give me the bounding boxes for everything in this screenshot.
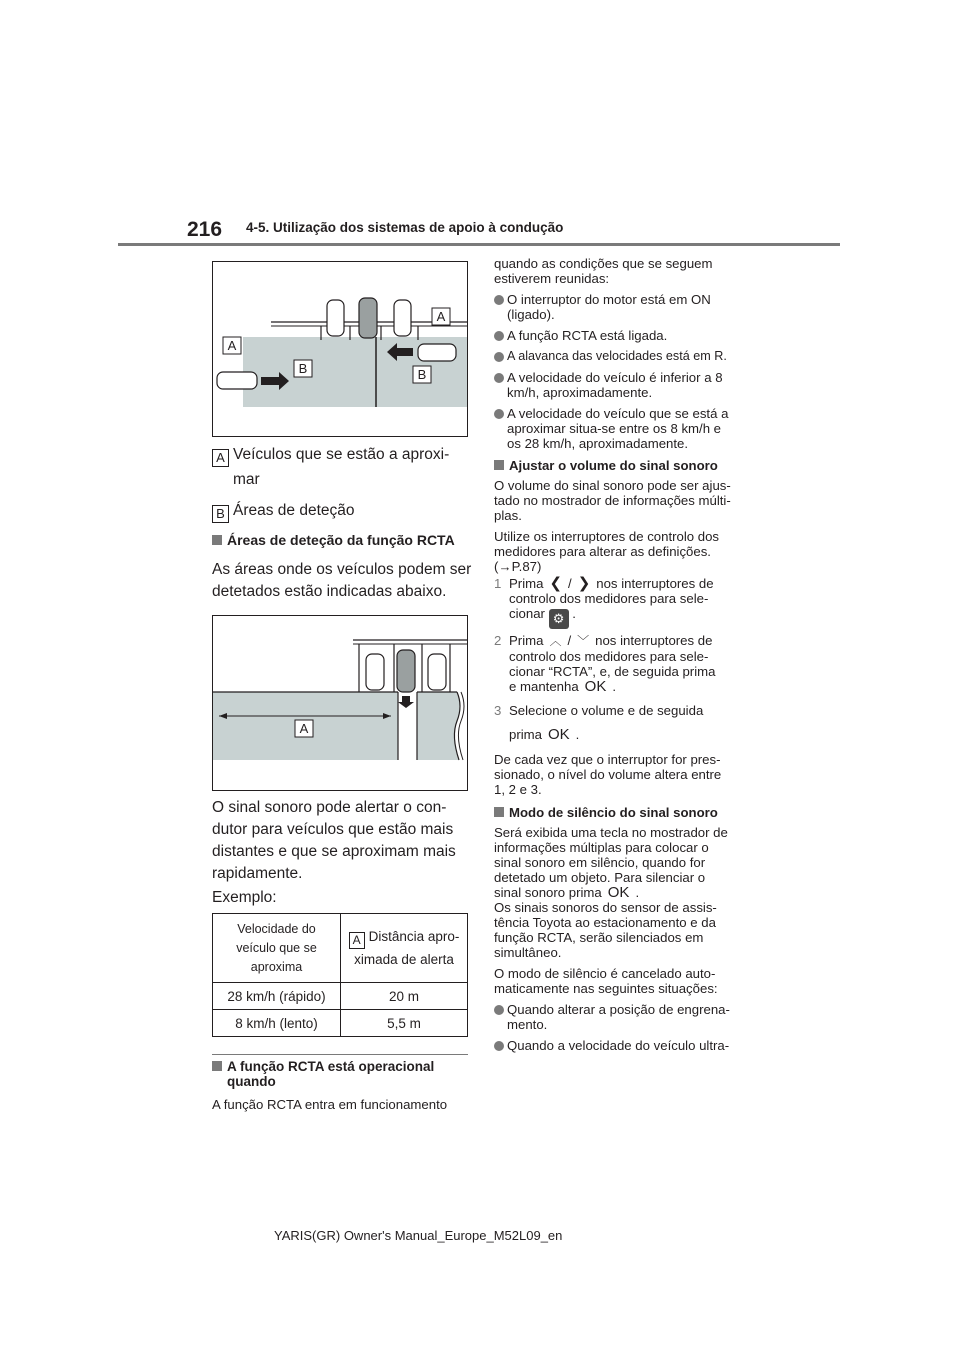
list-item: A função RCTA está ligada. [494,328,764,343]
paragraph-line: O sinal sonoro pode alertar o con- [212,799,447,816]
list-item: A velocidade do veículo é inferior a 8 km/h, aproximadamente. [494,370,764,400]
fig1-label-a-left: A [227,338,237,353]
ok-icon: OK [584,678,607,695]
ok-icon: OK [547,726,570,743]
fig2-label-a: A [299,721,309,736]
paragraph-line: rapidamente. [212,865,303,882]
list-item: A velocidade do veículo que se está a aproximar situa-se entre os 8 km/h e os 28 km/h, aproximadamente. [494,406,764,451]
figure-rcta-approach [212,261,468,437]
paragraph: De cada vez que o interruptor for pres- sionado, o nível do volume altera entre 1, 2 e 3. [494,752,722,797]
chevron-right-icon: ❯ [577,575,591,592]
paragraph: Utilize os interruptores de controlo dos medidores para alterar as definições. (→P.87) [494,529,720,574]
section-title-cont: quando [227,1074,276,1089]
paragraph: Será exibida uma tecla no mostrador de informações múltiplas para colocar o sinal sonoro em silêncio, quando for detetado um objeto. Para silenciar o sinal sonoro prima OK . Os sinais sonoros do sensor de assis- tência Toyota ao estacionamento e da função RCTA, serão silenciados em simultâneo. [494,825,728,960]
paragraph-line: A função RCTA entra em funcionamento [212,1097,448,1112]
table-header-distance: A Distância apro- ximada de alerta [341,914,468,983]
fig1-label-b-left: B [298,361,308,376]
chevron-up-icon: ︿ [549,634,562,648]
fig1-label-b-right: B [417,367,427,382]
chevron-left-icon: ❮ [549,575,563,592]
step-3: 3 Selecione o volume e de seguida prima OK . [494,703,704,743]
list-item: O interruptor do motor está em ON (ligado). [494,292,764,322]
example-label: Exemplo: [212,889,277,906]
paragraph: O modo de silêncio é cancelado auto- maticamente nas seguintes situações: [494,966,718,996]
figure-detection-area [212,615,468,791]
table-header-speed: Velocidade do veículo que se aproxima [213,914,341,983]
list-item: A alavanca das velocidades está em R. [494,349,764,364]
table-row: 8 km/h (lento) 5,5 m [213,1010,468,1037]
step-1: 1 Prima ❮ / ❯ nos interruptores de controlo dos medidores para sele- cionar ⚙ . [494,576,764,629]
section-title-volume: Ajustar o volume do sinal sonoro [494,458,764,473]
section-divider [212,1054,468,1055]
list-item: Quando a velocidade do veículo ultra- [494,1038,764,1053]
chevron-down-icon: ﹀ [577,634,590,648]
step-2: 2 Prima ︿ / ﹀ nos interruptores de controlo dos medidores para sele- cionar “RCTA”, e, de seguida prima e mantenha OK . [494,633,716,695]
paragraph-line: detetados estão indicadas abaixo. [212,583,447,600]
ok-icon: OK [607,884,630,901]
chapter-title: 4-5. Utilização dos sistemas de apoio à condução [246,220,564,235]
paragraph-line: distantes e que se aproximam mais [212,843,456,860]
fig1-label-a-right: A [436,309,446,324]
gear-icon: ⚙ [549,609,569,629]
legend-a-cont: mar [233,471,260,488]
paragraph-line: As áreas onde os veículos podem ser [212,561,472,578]
right-column: quando as condições que se seguem estiverem reunidas: O interruptor do motor está em ON (ligado). A função RCTA está ligada. A alavanca das velocidades está em R. A velocidade do veículo é inferior a 8 km/h, aproximadamente. A velocidade do veículo que se está a aproximar situa-se entre os 8 km/h e os 28 km/h, aproximadamente. Ajustar o volume do sinal sonoro O volume do sinal sonoro pode ser ajus- tado no mostrador de informações múlti- plas. Utilize os interruptores de controlo dos medidores para alterar as definições. (→P.87) 1 Prima ❮ / ❯ nos interruptores de controlo dos medidores para sele- cionar ⚙ . 2 Prima ︿ / ﹀ nos interruptores de controlo dos medidores para sele- cionar “RCTA”, e, de seguida prima e mantenha OK . 3 Selecione o volume e de seguida prima OK . De cada vez que o interruptor for pres- sionado, o nível do volume altera entre 1, 2 e 3. Modo de silêncio do sinal sonoro Será exibida uma tecla no mostrador de informações múltiplas para colocar o sinal sonoro em silêncio, quando for detetado um objeto. Para silenciar o sinal sonoro prima OK . Os sinais sonoros do sensor de assis- tência Toyota ao estacionamento e da função RCTA, serão silenciados em simultâneo. O modo de silêncio é cancelado auto- maticamente nas seguintes situações: Quando alterar a posição de engrena- mento. Quando a velocidade do veículo ultra- [494,256,764,1053]
section-title-rcta-operational: A função RCTA está operacional [212,1059,434,1074]
list-item: Quando alterar a posição de engrena- mento. [494,1002,764,1032]
table-row: 28 km/h (rápido) 20 m [213,983,468,1010]
paragraph: O volume do sinal sonoro pode ser ajus- tado no mostrador de informações múlti- plas. [494,478,731,523]
section-title-mute: Modo de silêncio do sinal sonoro [494,805,764,820]
page-number: 216 [187,218,223,241]
header-rule [118,243,840,246]
legend-a: A Veículos que se estão a aproxi- [212,444,449,467]
footer-manual-id: YARIS(GR) Owner's Manual_Europe_M52L09_en [274,1228,563,1243]
paragraph-line: dutor para veículos que estão mais [212,821,454,838]
alert-distance-table [212,913,468,1037]
section-title-detection-areas: Áreas de deteção da função RCTA [212,532,455,548]
legend-b: B Áreas de deteção [212,500,355,523]
